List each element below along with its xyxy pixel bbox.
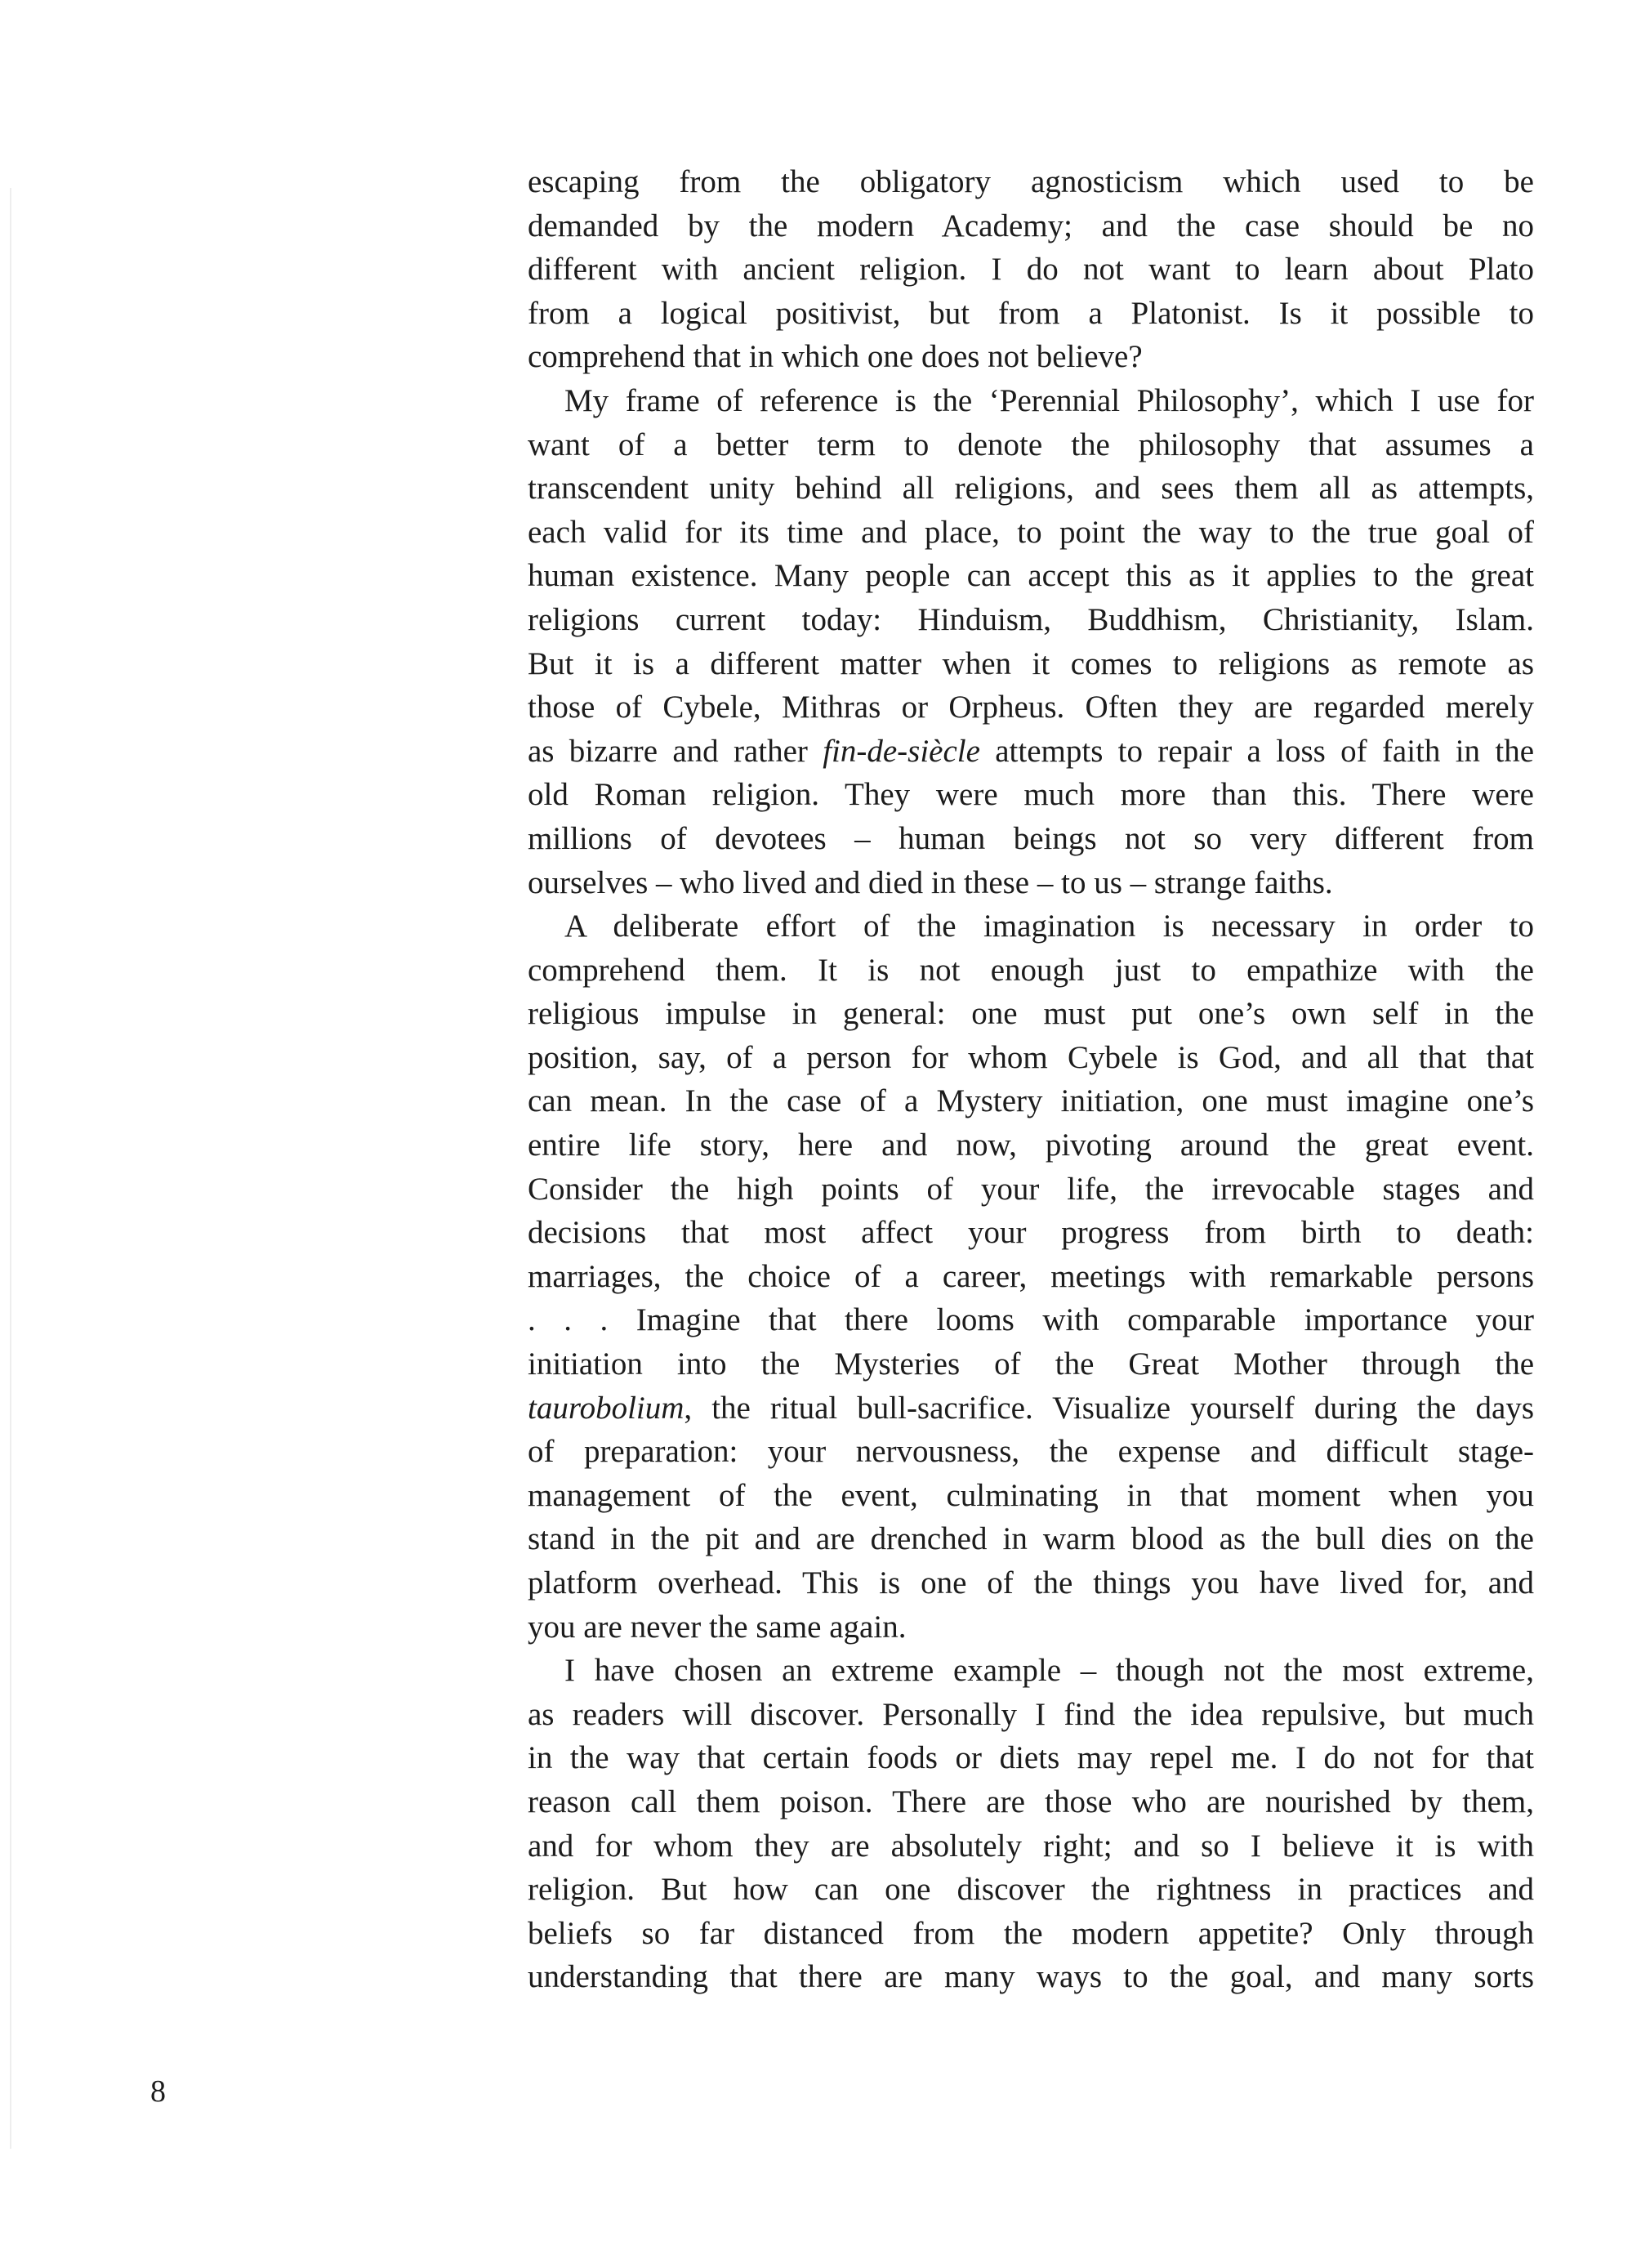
- text-line: My frame of reference is the ‘Perennial Philosophy’, which I use for: [564, 382, 1534, 418]
- text-line: millions of devotees – human beings not so very different from: [528, 820, 1534, 856]
- text-line: religious impulse in general: one must put one’s own self in the: [528, 996, 1534, 1032]
- text-line: management of the event, culminating in that moment when you: [528, 1477, 1534, 1513]
- text-line: initiation into the Mysteries of the Great Mother through the: [528, 1346, 1534, 1382]
- page-number: 8: [150, 2074, 166, 2109]
- text-line: comprehend them. It is not enough just to empathize with the: [528, 952, 1534, 988]
- text-line: religion. But how can one discover the rightness in practices and: [528, 1872, 1534, 1908]
- text-line: can mean. In the case of a Mystery initiation, one must imagine one’s: [528, 1083, 1534, 1119]
- text-line: marriages, the choice of a career, meetings with remarkable persons: [528, 1258, 1534, 1294]
- text-line: different with ancient religion. I do not want to learn about Plato: [528, 252, 1534, 288]
- text-segment: , the ritual bull-sacrifice. Visualize yourself during the days: [684, 1390, 1534, 1426]
- text-line: transcendent unity behind all religions, and sees them all as attempts,: [528, 471, 1534, 507]
- text-line: . . . Imagine that there looms with comparable importance your: [528, 1302, 1534, 1338]
- text-line: of preparation: your nervousness, the expense and difficult stage-: [528, 1434, 1534, 1470]
- text-segment: attempts to repair a loss of faith in the: [979, 733, 1534, 769]
- text-line: stand in the pit and are drenched in warm blood as the bull dies on the: [528, 1521, 1534, 1557]
- text-line: [528, 1386, 1534, 1431]
- body-text: [528, 160, 1534, 1999]
- text-line: entire life story, here and now, pivoting around the great event.: [528, 1127, 1534, 1163]
- text-line: But it is a different matter when it comes to religions as remote as: [528, 645, 1534, 681]
- text-line: comprehend that in which one does not believe?: [528, 339, 1143, 375]
- text-line: position, say, of a person for whom Cybele is God, and all that that: [528, 1039, 1534, 1075]
- text-segment: as bizarre and rather: [528, 733, 823, 769]
- text-line: I have chosen an extreme example – though not the most extreme,: [564, 1653, 1534, 1689]
- text-line: those of Cybele, Mithras or Orpheus. Often they are regarded merely: [528, 690, 1534, 725]
- text-line: as readers will discover. Personally I find the idea repulsive, but much: [528, 1696, 1534, 1732]
- text-line: human existence. Many people can accept this as it applies to the great: [528, 558, 1534, 594]
- text-line: understanding that there are many ways to the goal, and many sorts: [528, 1959, 1534, 1995]
- text-line: ourselves – who lived and died in these – to us – strange faiths.: [528, 864, 1333, 900]
- text-line: platform overhead. This is one of the things you have lived for, and: [528, 1565, 1534, 1601]
- italic-term: taurobolium: [528, 1390, 684, 1426]
- text-line: [528, 730, 1534, 774]
- page-edge-shadow: [10, 188, 11, 2149]
- text-line: reason call them poison. There are those who are nourished by them,: [528, 1784, 1534, 1819]
- text-line: and for whom they are absolutely right; and so I believe it is with: [528, 1828, 1534, 1864]
- text-line: demanded by the modern Academy; and the case should be no: [528, 208, 1534, 243]
- text-line: escaping from the obligatory agnosticism which used to be: [528, 164, 1534, 199]
- italic-term: fin-de-siècle: [823, 733, 980, 769]
- text-line: Consider the high points of your life, the irrevocable stages and: [528, 1171, 1534, 1207]
- text-line: you are never the same again.: [528, 1609, 907, 1645]
- text-line: in the way that certain foods or diets may repel me. I do not for that: [528, 1740, 1534, 1776]
- text-line: religions current today: Hinduism, Buddhism, Christianity, Islam.: [528, 601, 1534, 637]
- text-line: decisions that most affect your progress from birth to death:: [528, 1215, 1534, 1251]
- text-line: beliefs so far distanced from the modern appetite? Only through: [528, 1915, 1534, 1951]
- text-line: from a logical positivist, but from a Platonist. Is it possible to: [528, 295, 1534, 331]
- text-line: A deliberate effort of the imagination is necessary in order to: [564, 909, 1534, 944]
- text-line: old Roman religion. They were much more than this. There were: [528, 777, 1534, 813]
- text-line: each valid for its time and place, to point the way to the true goal of: [528, 514, 1534, 550]
- text-line: want of a better term to denote the philosophy that assumes a: [528, 426, 1534, 462]
